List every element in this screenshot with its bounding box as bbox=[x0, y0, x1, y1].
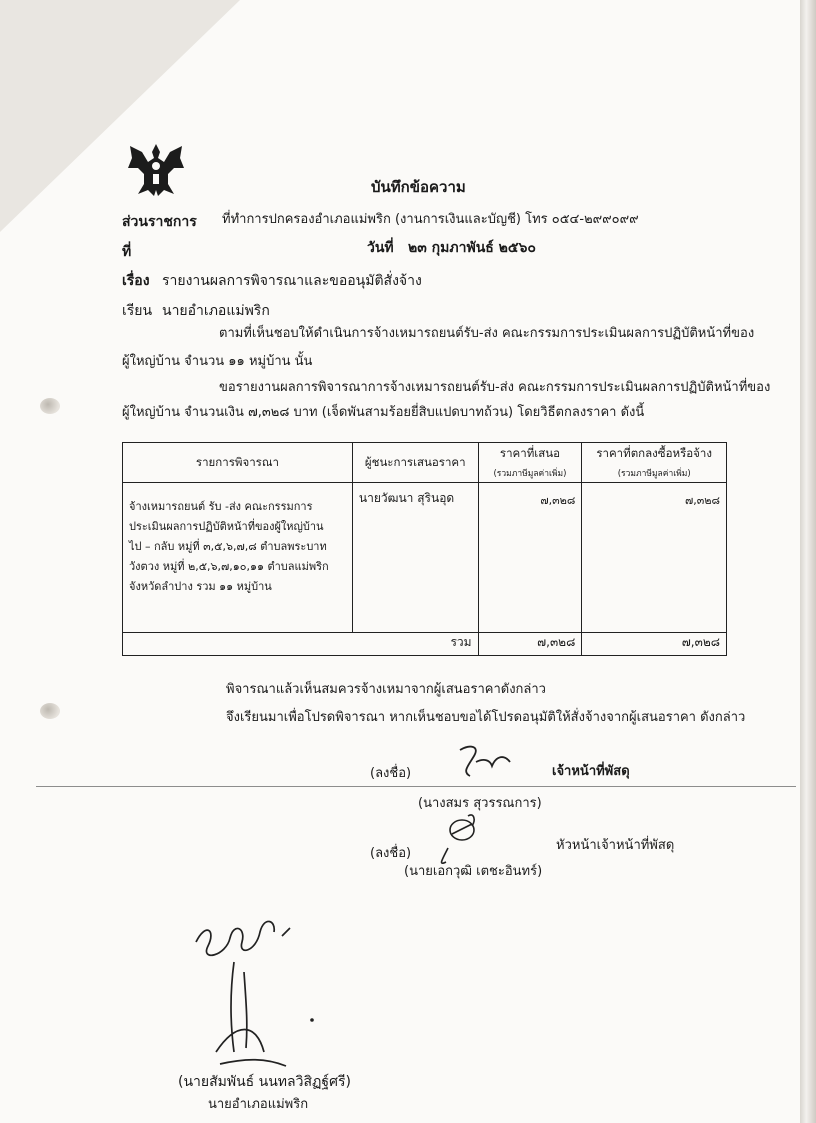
subject-label: เรื่อง bbox=[122, 273, 150, 289]
table-total-row bbox=[123, 633, 727, 656]
agreed-price: ๗,๓๒๘ bbox=[582, 483, 727, 633]
date-value: ๒๓ กุมภาพันธ์ ๒๕๖๐ bbox=[408, 240, 536, 256]
name-3: (นายสัมพันธ์ นนทลวิสิฏฐ์ศรี) bbox=[178, 1074, 352, 1090]
winner-name: นายวัฒนา สุรินอุด bbox=[352, 483, 478, 633]
closing-line-1: พิจารณาแล้วเห็นสมควรจ้างเหมาจากผู้เสนอราคาดังกล่าว bbox=[226, 682, 546, 697]
paragraph-1-line-1: ตามที่เห็นชอบให้ดำเนินการจ้างเหมารถยนต์รับ-ส่ง คณะกรรมการประเมินผลการปฏิบัติหน้าที่ของ bbox=[219, 326, 755, 341]
paragraph-2-line-2: ผู้ใหญ่บ้าน จำนวนเงิน ๗,๓๒๘ บาท (เจ็ดพันสามร้อยยี่สิบแปดบาทถ้วน) โดยวิธีตกลงราคา ดังนี้ bbox=[122, 405, 645, 420]
date-label: วันที่ bbox=[367, 240, 394, 256]
page-stack-edge bbox=[800, 0, 816, 1123]
punch-hole bbox=[40, 398, 60, 414]
total-agreed-price: ๗,๓๒๘ bbox=[582, 633, 727, 656]
column-header-item: รายการพิจารณา bbox=[123, 443, 353, 483]
to-label: เรียน bbox=[122, 303, 153, 319]
punch-hole bbox=[40, 703, 60, 719]
fold-line-divider bbox=[36, 786, 796, 787]
ref-label: ที่ bbox=[122, 244, 132, 260]
signature-3-icon bbox=[186, 902, 326, 1082]
role-3: นายอำเภอแม่พริก bbox=[208, 1097, 309, 1112]
signature-1-icon bbox=[440, 742, 530, 782]
name-2: (นายเอกวุฒิ เตชะอินทร์) bbox=[404, 864, 543, 879]
item-description: จ้างเหมารถยนต์ รับ -ส่ง คณะกรรมการ ประเมินผลการปฏิบัติหน้าที่ของผู้ใหญ่บ้าน ไป – กลับ หมู่ที่ ๓,๕,๖,๗,๘ ตำบลพระบาท วังตวง หมู่ที่ ๒,๕,๖,๗,๑๐,๑๑ ตำบลแม่พริก จังหวัดลำปาง รวม ๑๑ หมู่บ้าน bbox=[123, 483, 353, 633]
total-label: รวม bbox=[123, 633, 479, 656]
sign-label-1: (ลงชื่อ) bbox=[370, 766, 412, 781]
column-header-agreed-price: ราคาที่ตกลงซื้อหรือจ้าง (รวมภาษีมูลค่าเพิ่ม) bbox=[582, 443, 727, 483]
offer-price: ๗,๓๒๘ bbox=[478, 483, 582, 633]
to-value: นายอำเภอแม่พริก bbox=[162, 303, 270, 319]
table-row bbox=[123, 483, 727, 633]
agency-label: ส่วนราชการ bbox=[122, 214, 197, 230]
role-1: เจ้าหน้าที่พัสดุ bbox=[552, 764, 630, 779]
column-header-winner: ผู้ชนะการเสนอราคา bbox=[352, 443, 478, 483]
garuda-emblem-icon bbox=[124, 138, 188, 202]
closing-line-2: จึงเรียนมาเพื่อโปรดพิจารณา หากเห็นชอบขอได้โปรดอนุมัติให้สั่งจ้างจากผู้เสนอราคา ดังกล่าว bbox=[226, 710, 746, 725]
subject-value: รายงานผลการพิจารณาและขออนุมัติสั่งจ้าง bbox=[162, 273, 422, 289]
role-2: หัวหน้าเจ้าหน้าที่พัสดุ bbox=[556, 838, 675, 853]
total-offer-price: ๗,๓๒๘ bbox=[478, 633, 582, 656]
offer-table bbox=[122, 442, 727, 656]
agency-value: ที่ทำการปกครองอำเภอแม่พริก (งานการเงินและบัญชี) โทร ๐๕๔-๒๙๙๐๙๙ bbox=[222, 212, 639, 227]
signature-2-icon bbox=[428, 808, 508, 870]
sign-label-2: (ลงชื่อ) bbox=[370, 846, 412, 861]
table-header-row bbox=[123, 443, 727, 483]
paragraph-2-line-1: ขอรายงานผลการพิจารณาการจ้างเหมารถยนต์รับ-ส่ง คณะกรรมการประเมินผลการปฏิบัติหน้าที่ของ bbox=[219, 380, 771, 395]
paragraph-1-line-2: ผู้ใหญ่บ้าน จำนวน ๑๑ หมู่บ้าน นั้น bbox=[122, 354, 313, 369]
memo-title: บันทึกข้อความ bbox=[371, 178, 466, 196]
name-1: (นางสมร สุวรรณการ) bbox=[418, 796, 542, 811]
column-header-offer-price: ราคาที่เสนอ (รวมภาษีมูลค่าเพิ่ม) bbox=[478, 443, 582, 483]
